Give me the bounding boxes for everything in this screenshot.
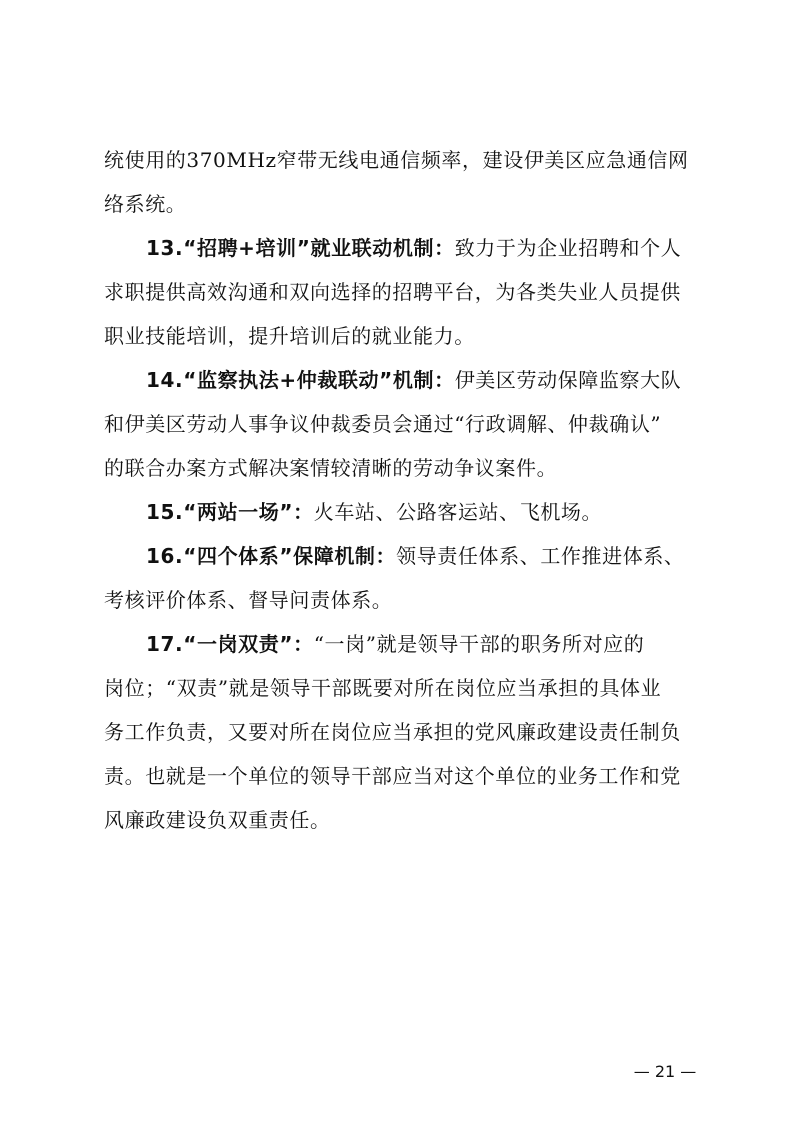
paragraph-line: 风廉政建设负双重责任。 <box>104 808 331 832</box>
term-heading: 13.“招聘+培训”就业联动机制： <box>146 236 455 260</box>
term-heading: 16.“四个体系”保障机制： <box>146 544 397 568</box>
paragraph-line: 责。也就是一个单位的领导干部应当对这个单位的业务工作和党 <box>104 764 681 788</box>
paragraph-line: 的联合办案方式解决案情较清晰的劳动争议案件。 <box>104 456 558 480</box>
paragraph-line <box>146 498 694 526</box>
paragraph-text: 火车站、公路客运站、飞机场。 <box>313 500 603 524</box>
paragraph-line: 和伊美区劳动人事争议仲裁委员会通过“行政调解、仲裁确认” <box>104 412 662 436</box>
paragraph-line <box>146 234 694 262</box>
term-heading: 14.“监察执法+仲裁联动”机制： <box>146 368 455 392</box>
paragraph-line <box>146 366 694 394</box>
paragraph-line: 务工作负责，又要对所在岗位应当承担的党风廉政建设责任制负 <box>104 720 681 744</box>
page-number: — 21 — <box>633 1062 697 1081</box>
paragraph-text: 致力于为企业招聘和个人 <box>454 236 682 260</box>
paragraph-line <box>146 542 694 570</box>
paragraph-line: 求职提供高效沟通和双向选择的招聘平台，为各类失业人员提供 <box>104 280 681 304</box>
paragraph-text: 领导责任体系、工作推进体系、 <box>396 544 685 568</box>
paragraph-line: 统使用的370MHz窄带无线电通信频率，建设伊美区应急通信网 <box>104 148 689 172</box>
paragraph-text: 伊美区劳动保障监察大队 <box>454 368 682 392</box>
paragraph-line: 职业技能培训，提升培训后的就业能力。 <box>104 324 475 348</box>
paragraph-line <box>146 630 694 658</box>
paragraph-line: 岗位；“双责”就是领导干部既要对所在岗位应当承担的具体业 <box>104 676 662 700</box>
paragraph-line: 络系统。 <box>104 192 187 216</box>
paragraph-line: 考核评价体系、督导问责体系。 <box>104 588 393 612</box>
paragraph-text: “一岗”就是领导干部的职务所对应的 <box>313 632 645 656</box>
term-heading: 15.“两站一场”： <box>146 500 314 524</box>
term-heading: 17.“一岗双责”： <box>146 632 314 656</box>
